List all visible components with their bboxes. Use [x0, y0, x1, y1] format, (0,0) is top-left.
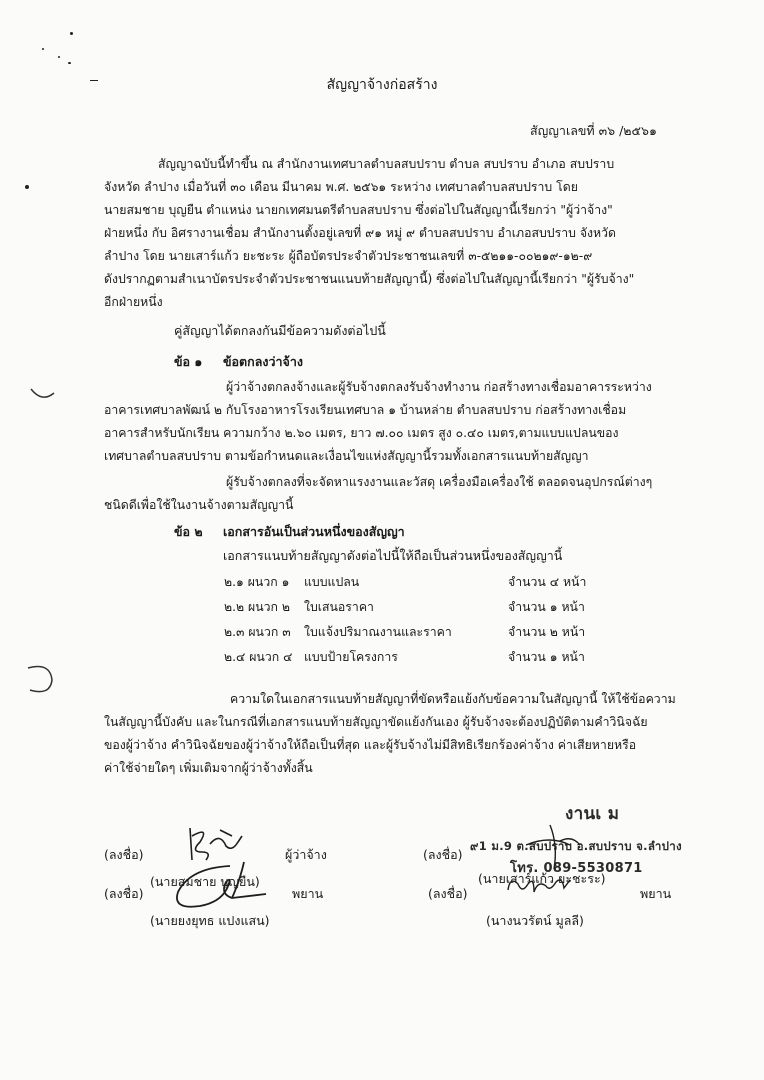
agreement-statement: คู่สัญญาได้ตกลงกันมีข้อความดังต่อไปนี้ [174, 323, 386, 338]
scan-speck [42, 48, 44, 50]
employer-sign-prefix: (ลงชื่อ) [104, 847, 144, 862]
attachment-name: แบบแปลน [304, 575, 360, 589]
intro-paragraph [104, 153, 704, 314]
clause1-line: ชนิดดีเพื่อใช้ในงานจ้างตามสัญญานี้ [104, 498, 294, 512]
contractor-sign-prefix: (ลงชื่อ) [423, 847, 463, 862]
clause2-heading: เอกสารอันเป็นส่วนหนึ่งของสัญญา [223, 524, 405, 539]
scan-speck [70, 32, 73, 35]
employer-role: ผู้ว่าจ้าง [285, 847, 327, 862]
punch-hole-mark [20, 660, 60, 700]
contractor-signature [520, 815, 590, 875]
intro-line: อีกฝ่ายหนึ่ง [104, 295, 163, 309]
attachment-name: ใบเสนอราคา [304, 600, 374, 614]
company-stamp-title: งานเ ม [565, 804, 620, 824]
clause1-line: เทศบาลตำบลสบปราบ ตามข้อกำหนดและเงื่อนไขแห่งสัญญานี้รวมทั้งเอกสารแนบท้ายสัญญา [104, 449, 589, 463]
witness2-role: พยาน [640, 886, 672, 901]
witness2-sign-prefix: (ลงชื่อ) [428, 886, 468, 901]
witness1-signature [170, 858, 270, 918]
witness1-name: (นายยงยุทธ แปงแสน) [150, 913, 270, 928]
clause1-paragraph [104, 376, 704, 468]
intro-line: นายสมชาย บุญยืน ตำแหน่ง นายกเทศมนตรีตำบลสบปราบ ซึ่งต่อไปในสัญญานี้เรียกว่า "ผู้ว่าจ้าง" [104, 203, 613, 217]
scan-speck [25, 185, 29, 189]
attachment-row [224, 598, 624, 622]
witness2-name: (นางนวรัตน์ มูลลี) [486, 913, 584, 928]
attachment-count: จำนวน ๒ หน้า [508, 625, 586, 639]
witness1-role: พยาน [292, 886, 324, 901]
intro-line: จังหวัด ลำปาง เมื่อวันที่ ๓๐ เดือน มีนาคม พ.ศ. ๒๕๖๑ ระหว่าง เทศบาลตำบลสบปราบ โดย [104, 180, 578, 194]
conflict-paragraph [104, 688, 704, 780]
attachment-no: ๒.๒ ผนวก ๒ [224, 600, 291, 614]
intro-line: ดังปรากฏตามสำเนาบัตรประจำตัวประชาชนแนบท้ายสัญญานี้) ซึ่งต่อไปในสัญญานี้เรียกว่า "ผู้รับจ้าง" [104, 272, 635, 286]
clause1-line: อาคารเทศบาลพัฒน์ ๒ กับโรงอาหารโรงเรียนเทศบาล ๑ บ้านหล่าย ตำบลสบปราบ ก่อสร้างทางเชื่อม [104, 403, 627, 417]
scan-speck [68, 62, 71, 64]
attachment-no: ๒.๓ ผนวก ๓ [224, 625, 291, 639]
conflict-line: ความใดในเอกสารแนบท้ายสัญญาที่ขัดหรือแย้งกับข้อความในสัญญานี้ ให้ใช้ข้อความ [230, 692, 676, 706]
attachment-row [224, 573, 624, 597]
attachment-name: ใบแจ้งปริมาณงานและราคา [304, 625, 452, 639]
punch-hole-mark [28, 385, 58, 405]
clause1-heading: ข้อตกลงว่าจ้าง [223, 354, 303, 369]
page-title: สัญญาจ้างก่อสร้าง [326, 77, 438, 93]
clause2-number: ข้อ ๒ [174, 524, 203, 539]
attachment-no: ๒.๔ ผนวก ๔ [224, 650, 293, 664]
attachment-count: จำนวน ๔ หน้า [508, 575, 587, 589]
attachment-row [224, 623, 624, 647]
clause1-line: ผู้ว่าจ้างตกลงจ้างและผู้รับจ้างตกลงรับจ้างทำงาน ก่อสร้างทางเชื่อมอาคารระหว่าง [226, 380, 652, 394]
scan-speck [58, 56, 60, 58]
contract-number: สัญญาเลขที่ ๓๖ /๒๕๖๑ [530, 123, 657, 138]
contractor-name: (นายเสาร์แก้ว ยะชะระ) [478, 871, 606, 886]
intro-line: ลำปาง โดย นายเสาร์แก้ว ยะชะระ ผู้ถือบัตรประจำตัวประชาชนเลขที่ ๓-๕๒๑๑-๐๐๒๑๙-๑๒-๙ [104, 249, 593, 263]
attachment-count: จำนวน ๑ หน้า [508, 650, 585, 664]
attachment-count: จำนวน ๑ หน้า [508, 600, 585, 614]
conflict-line: ในสัญญานี้บังคับ และในกรณีที่เอกสารแนบท้ายสัญญาขัดแย้งกันเอง ผู้รับจ้างจะต้องปฏิบัติตามคำวินิจฉัย [104, 715, 648, 729]
witness2-signature [504, 872, 574, 904]
clause1-line: ผู้รับจ้างตกลงที่จะจัดหาแรงงานและวัสดุ เครื่องมือเครื่องใช้ ตลอดจนอุปกรณ์ต่างๆ [226, 475, 653, 489]
clause1-number: ข้อ ๑ [174, 354, 203, 369]
conflict-line: ค่าใช้จ่ายใดๆ เพิ่มเติมจากผู้ว่าจ้างทั้งสิ้น [104, 761, 313, 775]
company-stamp-phone: โทร. 089-5530871 [510, 861, 643, 876]
clause2-subheading: เอกสารแนบท้ายสัญญาดังต่อไปนี้ให้ถือเป็นส่วนหนึ่งของสัญญานี้ [223, 548, 563, 563]
intro-line: สัญญาฉบับนี้ทำขึ้น ณ สำนักงานเทศบาลตำบลสบปราบ ตำบล สบปราบ อำเภอ สบปราบ [158, 157, 615, 171]
witness1-sign-prefix: (ลงชื่อ) [104, 886, 144, 901]
employer-name: (นายสมชาย บุญยืน) [150, 874, 260, 889]
clause1-paragraph-2 [104, 471, 704, 517]
attachment-row [224, 648, 624, 672]
intro-line: ฝ่ายหนึ่ง กับ อิศรางานเชื่อม สำนักงานตั้งอยู่เลขที่ ๙๑ หมู่ ๙ ตำบลสบปราบ อำเภอสบปราบ จังหวัด [104, 226, 617, 240]
attachment-no: ๒.๑ ผนวก ๑ [224, 575, 290, 589]
attachment-name: แบบป้ายโครงการ [304, 650, 398, 664]
clause1-line: อาคารสำหรับนักเรียน ความกว้าง ๒.๖๐ เมตร, ยาว ๗.๐๐ เมตร สูง ๐.๔๐ เมตร,ตามแบบแปลนของ [104, 426, 619, 440]
conflict-line: ของผู้ว่าจ้าง คำวินิจฉัยของผู้ว่าจ้างให้ถือเป็นที่สุด และผู้รับจ้างไม่มีสิทธิเรียกร้องค่าจ้าง ค่าเสียหายหรือ [104, 738, 637, 752]
company-stamp-address: ๙1 ม.9 ต.สบปราบ อ.สบปราบ จ.ลำปาง [470, 839, 682, 853]
